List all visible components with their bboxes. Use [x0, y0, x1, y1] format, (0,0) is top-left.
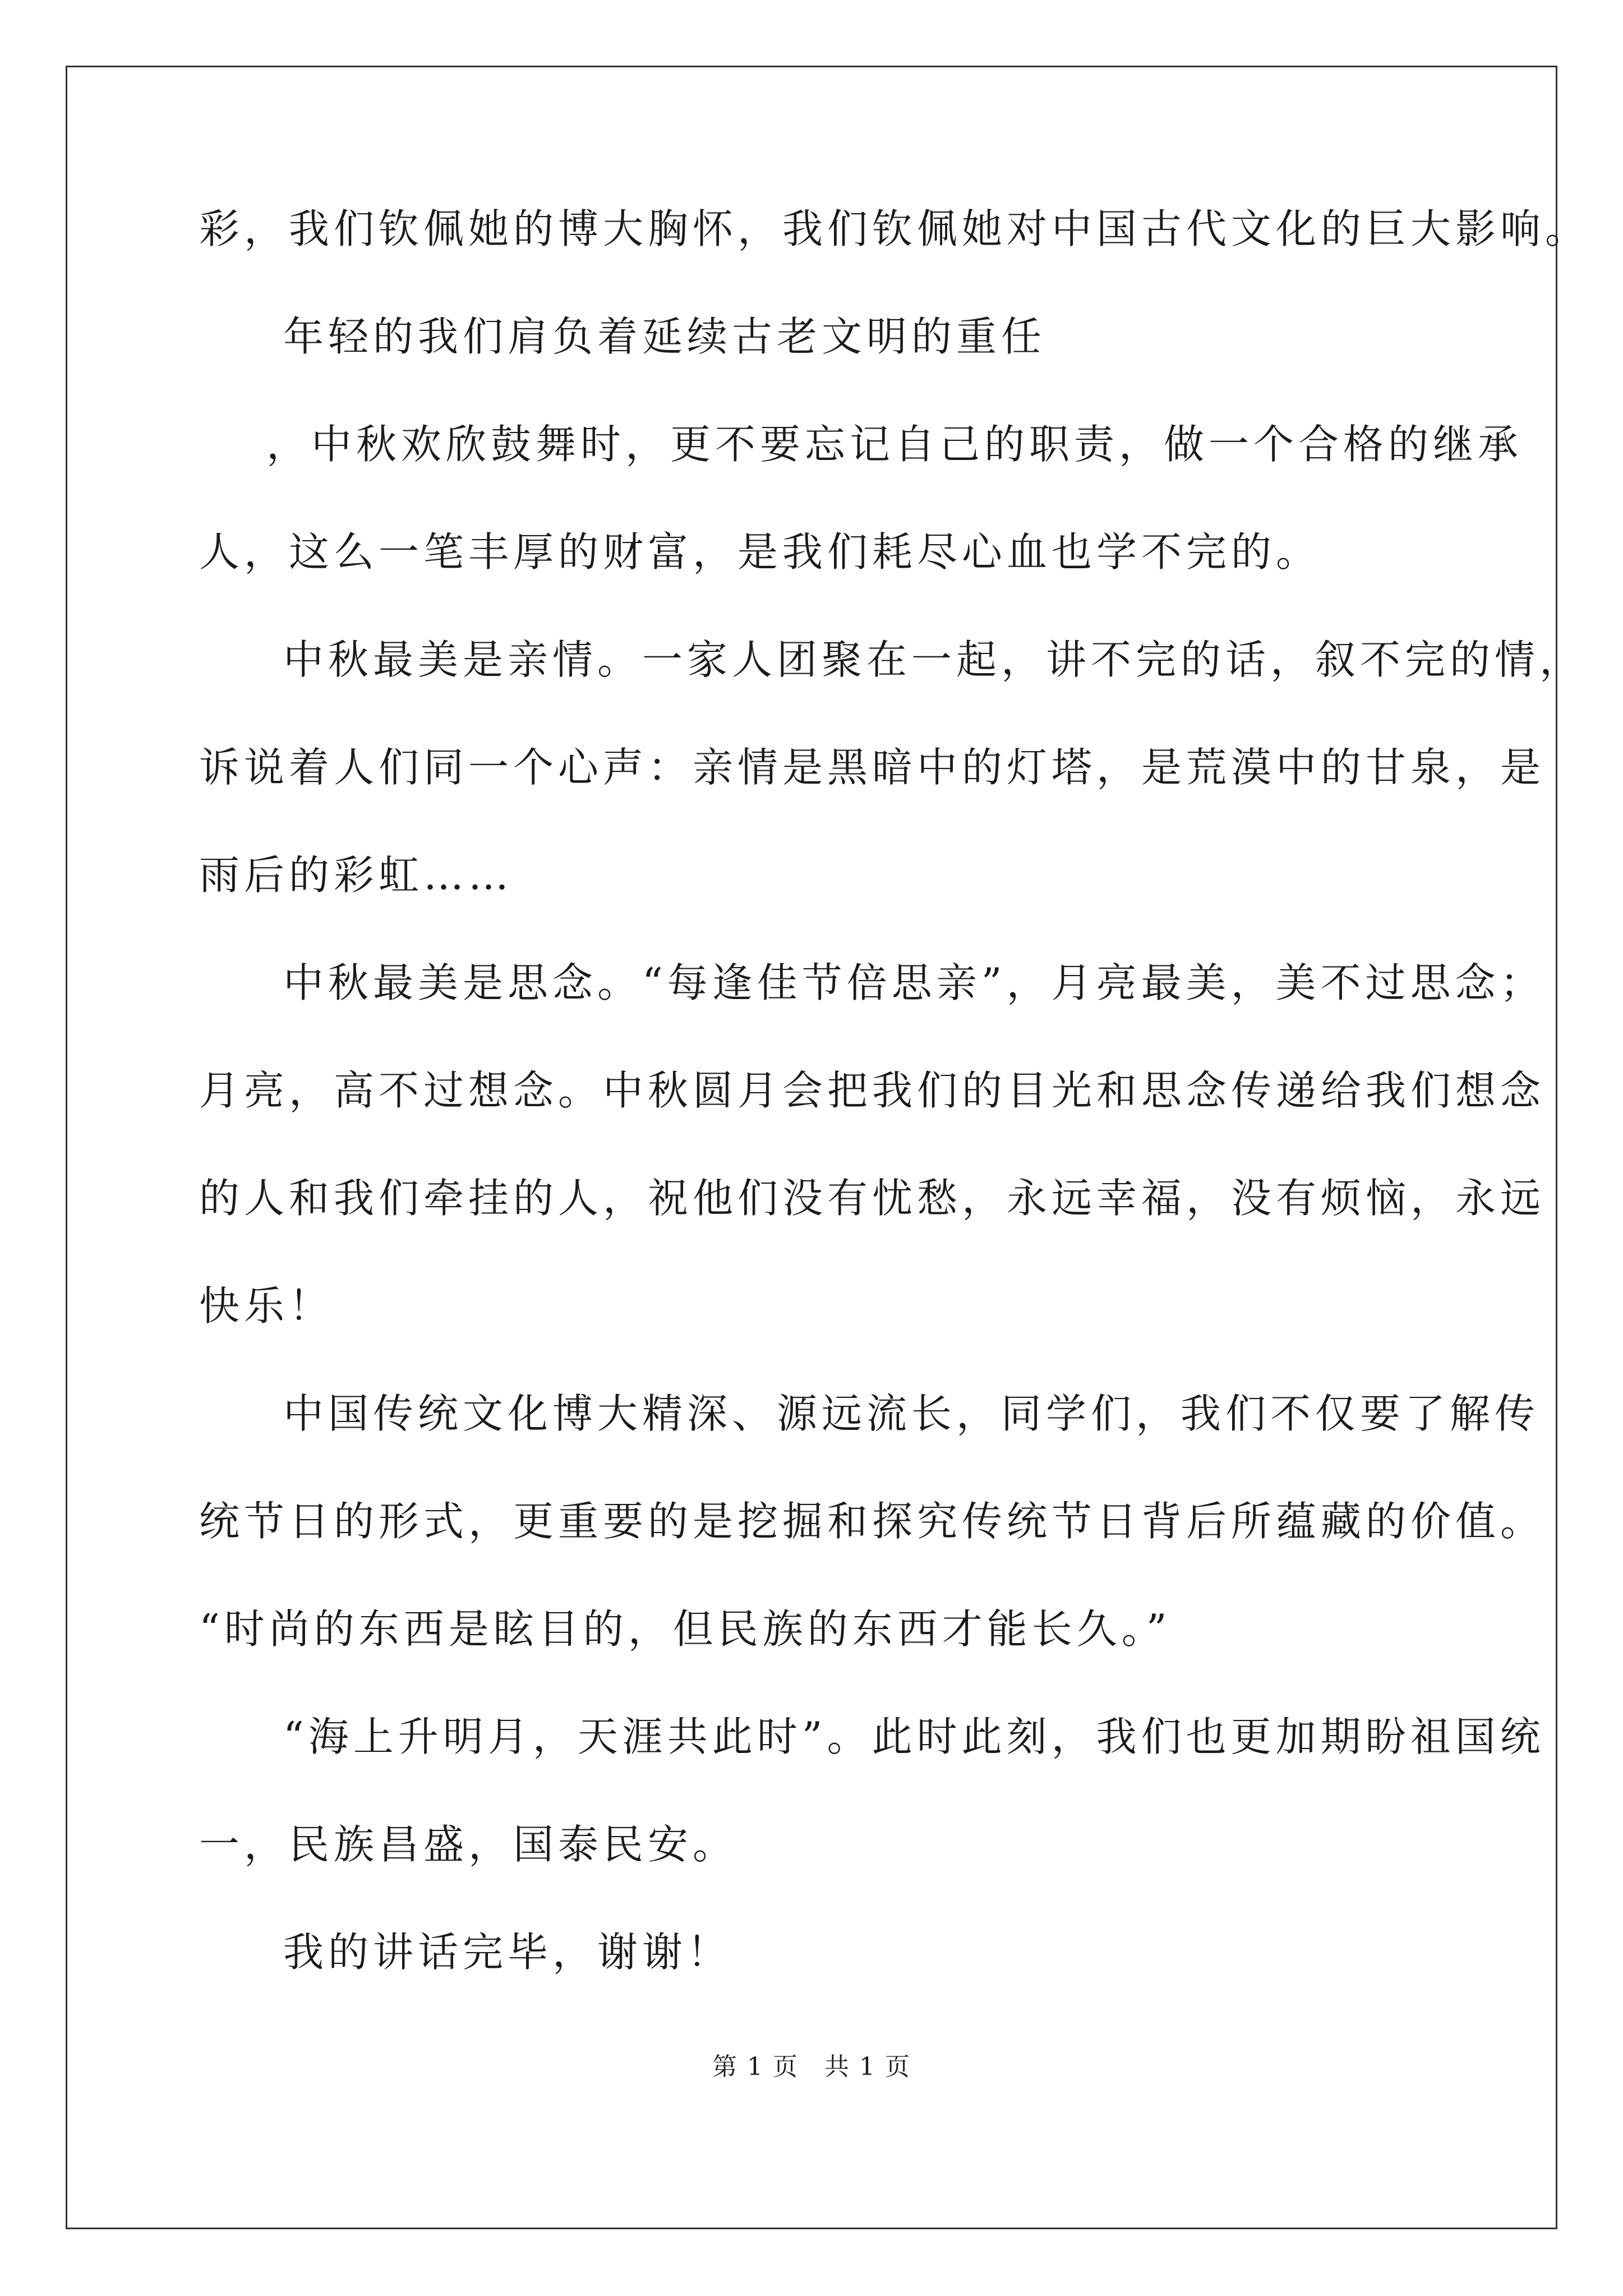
text-line: 中秋最美是思念。“每逢佳节倍思亲”，月亮最美，美不过思念；	[283, 959, 1545, 1006]
text-line: “时尚的东西是眩目的，但民族的东西才能长久。”	[199, 1605, 1172, 1653]
text-line: 一，民族昌盛，国泰民安。	[199, 1821, 738, 1868]
text-line: 年轻的我们肩负着延续古老文明的重任	[283, 313, 1046, 360]
text-line: 彩，我们钦佩她的博大胸怀，我们钦佩她对中国古代文化的巨大影响。	[199, 205, 1590, 252]
page-border	[66, 66, 1557, 2229]
page-footer: 第 1 页 共 1 页	[712, 2053, 911, 2081]
text-line: 月亮，高不过想念。中秋圆月会把我们的目光和思念传递给我们想念	[199, 1067, 1546, 1114]
text-line: 的人和我们牵挂的人，祝他们没有忧愁，永远幸福，没有烦恼，永远	[199, 1175, 1546, 1222]
text-line: 雨后的彩虹……	[199, 852, 514, 899]
text-line: 人，这么一笔丰厚的财富，是我们耗尽心血也学不完的。	[199, 528, 1321, 576]
text-line: 中国传统文化博大精深、源远流长，同学们，我们不仅要了解传	[283, 1390, 1540, 1437]
text-line: 中秋最美是亲情。一家人团聚在一起，讲不完的话，叙不完的情，	[283, 636, 1585, 683]
text-line: 统节日的形式，更重要的是挖掘和探究传统节日背后所蕴藏的价值。	[199, 1498, 1546, 1545]
text-line: 诉说着人们同一个心声：亲情是黑暗中的灯塔，是荒漠中的甘泉，是	[199, 744, 1546, 791]
text-line: ，中秋欢欣鼓舞时，更不要忘记自己的职责，做一个合格的继承	[266, 421, 1523, 468]
text-line: 快乐！	[199, 1282, 334, 1329]
text-line: “海上升明月，天涯共此时”。此时此刻，我们也更加期盼祖国统	[283, 1713, 1545, 1760]
text-line: 我的讲话完毕，谢谢！	[283, 1929, 732, 1976]
